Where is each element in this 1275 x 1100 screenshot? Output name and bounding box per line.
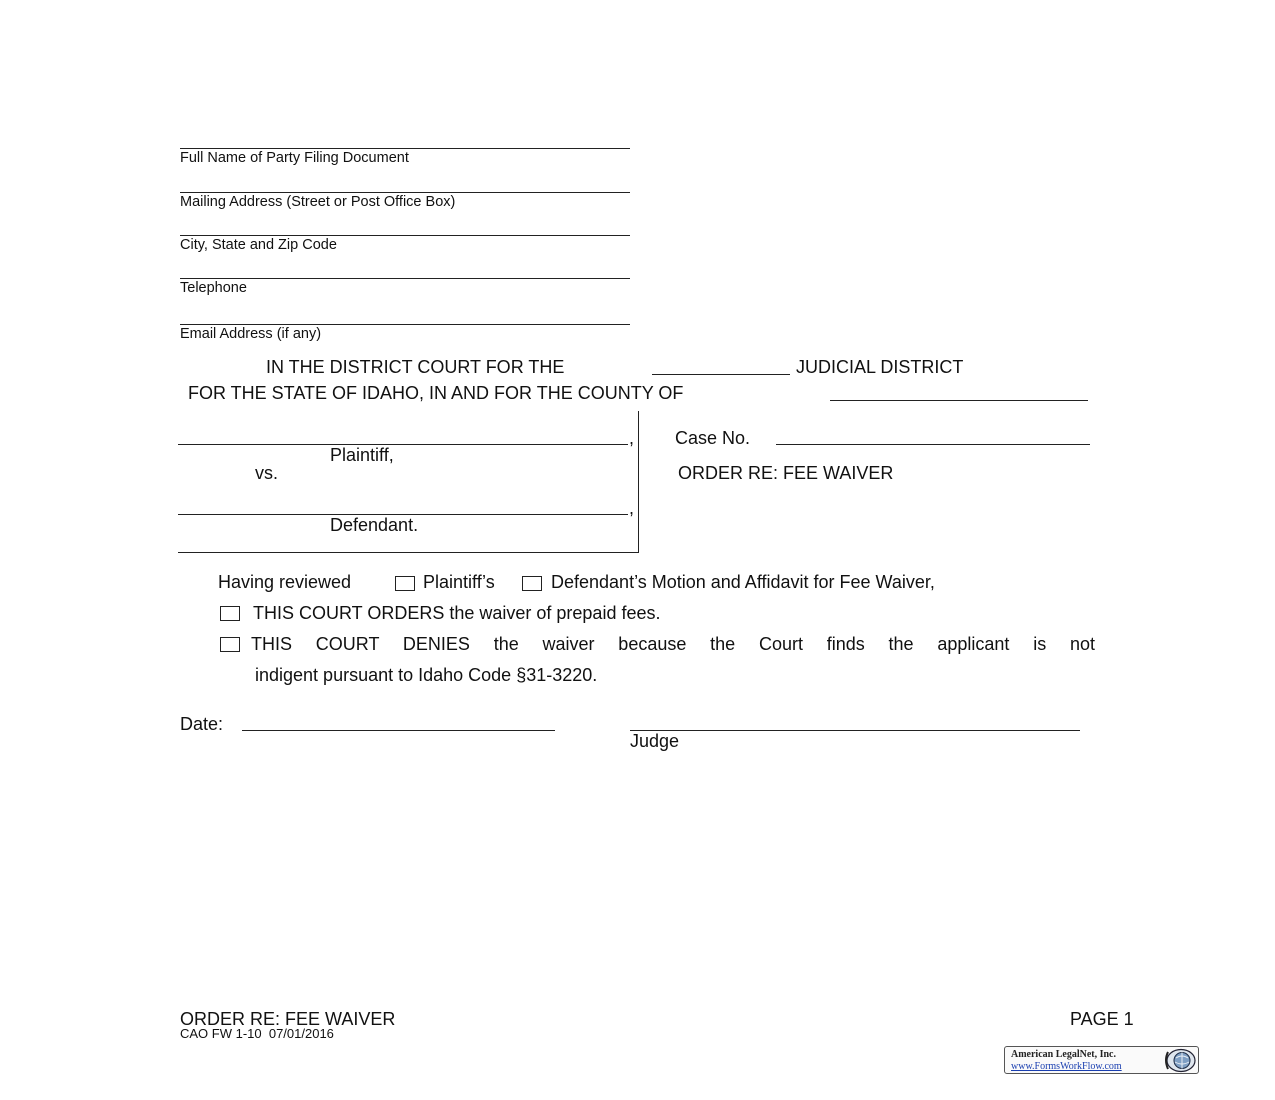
address-label: Mailing Address (Street or Post Office Box) xyxy=(180,194,456,210)
phone-line[interactable] xyxy=(180,278,630,279)
plaintiff-comma: , xyxy=(629,428,635,448)
phone-label: Telephone xyxy=(180,280,247,296)
city-label: City, State and Zip Code xyxy=(180,237,337,253)
plaintiff-label: Plaintiff, xyxy=(330,445,394,465)
deny-text-line1: THIS COURT DENIES the waiver because the Court finds the applicant is not xyxy=(251,634,1095,654)
reviewed-prefix: Having reviewed xyxy=(218,572,352,592)
globe-icon xyxy=(1162,1048,1196,1073)
document-title: ORDER RE: FEE WAIVER xyxy=(678,463,894,483)
caption-divider xyxy=(638,411,639,553)
judge-label: Judge xyxy=(630,731,680,751)
county-blank[interactable] xyxy=(830,400,1088,401)
case-no-label: Case No. xyxy=(675,428,751,448)
caption-bottom-rule xyxy=(178,552,639,553)
judge-signature-line[interactable] xyxy=(630,730,1080,731)
name-label: Full Name of Party Filing Document xyxy=(180,150,409,166)
defendant-motion-checkbox[interactable] xyxy=(522,576,542,591)
plaintiff-option-label: Plaintiff’s xyxy=(423,572,495,592)
plaintiff-name-line[interactable] xyxy=(178,444,628,445)
deny-checkbox[interactable] xyxy=(220,637,240,652)
footer-page-label: PAGE 1 xyxy=(1070,1009,1134,1029)
defendant-label: Defendant. xyxy=(330,515,419,535)
date-label: Date: xyxy=(180,714,224,734)
vs-label: vs. xyxy=(255,463,279,483)
logo-company: American LegalNet, Inc. xyxy=(1011,1049,1116,1060)
footer-form-code: CAO FW 1-10 07/01/2016 xyxy=(180,1026,334,1041)
court-line2-prefix: FOR THE STATE OF IDAHO, IN AND FOR THE COUNTY OF xyxy=(188,383,684,403)
defendant-option-label: Defendant’s Motion and Affidavit for Fee Waiver, xyxy=(551,572,935,592)
email-line[interactable] xyxy=(180,324,630,325)
grant-text: THIS COURT ORDERS the waiver of prepaid fees. xyxy=(253,603,661,623)
court-line1-prefix: IN THE DISTRICT COURT FOR THE xyxy=(266,357,565,377)
footer-title: ORDER RE: FEE WAIVER xyxy=(180,1009,396,1029)
plaintiff-motion-checkbox[interactable] xyxy=(395,576,415,591)
deny-text-line2: indigent pursuant to Idaho Code §31-3220. xyxy=(255,665,598,685)
name-line[interactable] xyxy=(180,148,630,149)
case-no-blank[interactable] xyxy=(776,444,1090,445)
grant-checkbox[interactable] xyxy=(220,606,240,621)
judicial-district-blank[interactable] xyxy=(652,374,790,375)
american-legalnet-logo[interactable] xyxy=(1004,1046,1199,1074)
court-line1-suffix: JUDICIAL DISTRICT xyxy=(796,357,964,377)
logo-url[interactable]: www.FormsWorkFlow.com xyxy=(1011,1061,1122,1072)
defendant-comma: , xyxy=(629,498,635,518)
address-line[interactable] xyxy=(180,192,630,193)
city-line[interactable] xyxy=(180,235,630,236)
email-label: Email Address (if any) xyxy=(180,326,322,342)
date-blank[interactable] xyxy=(242,730,555,731)
